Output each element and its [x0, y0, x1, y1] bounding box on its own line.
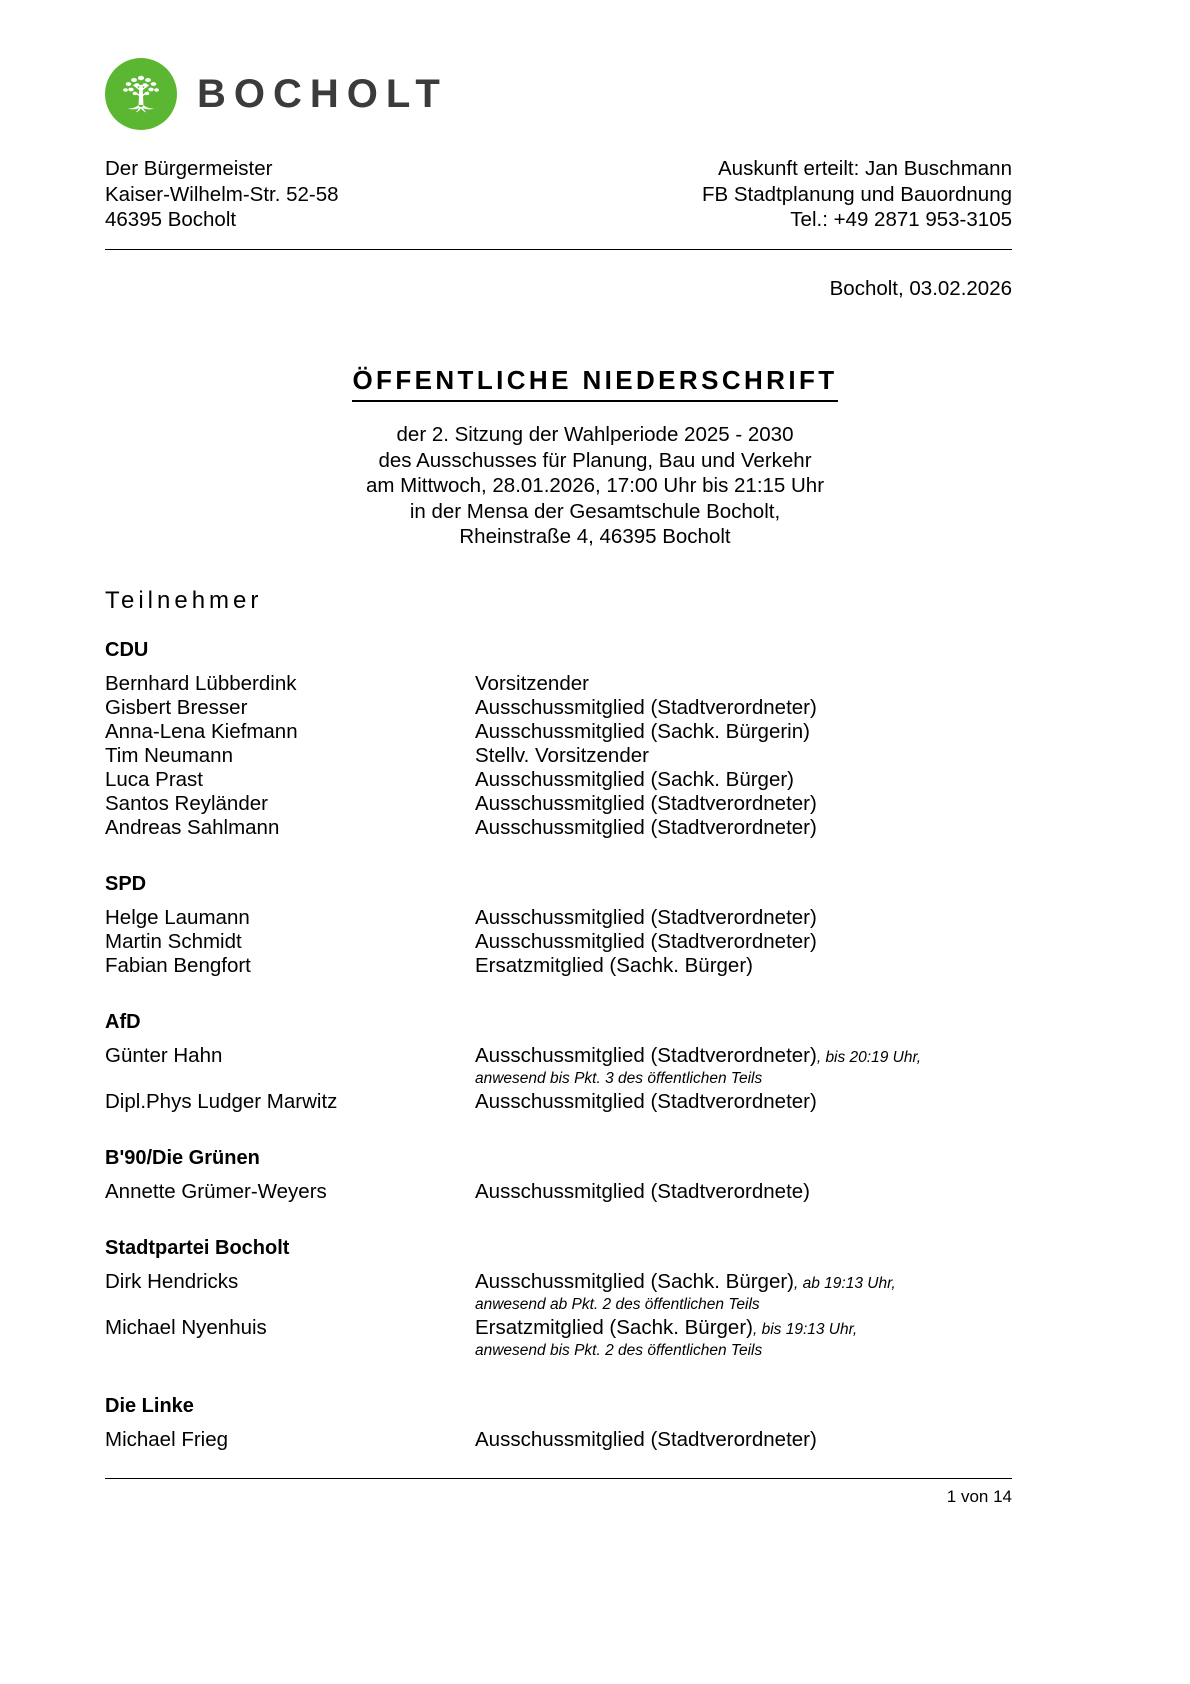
participant-name: Michael Frieg	[105, 1428, 229, 1451]
participant-role	[475, 744, 1012, 768]
participant-attendance-note: , ab 19:13 Uhr,	[794, 1275, 896, 1292]
participant-role	[475, 696, 1012, 720]
participant-attendance-note: , bis 19:13 Uhr,	[752, 1321, 858, 1338]
footer-divider	[105, 1478, 1012, 1479]
participant-name: Bernhard Lübberdink	[105, 672, 297, 695]
participant-row	[105, 1090, 1012, 1114]
meeting-line-1: der 2. Sitzung der Wahlperiode 2025 - 2030	[396, 423, 794, 446]
party-name: Stadtpartei Bocholt	[105, 1237, 290, 1259]
sender-address	[105, 156, 339, 233]
party-group	[105, 1010, 1012, 1114]
participant-role	[475, 930, 1012, 954]
tree-icon	[105, 58, 177, 130]
participant-role	[475, 1090, 1012, 1114]
meeting-line-5: Rheinstraße 4, 46395 Bocholt	[459, 525, 731, 548]
participant-row	[105, 744, 1012, 768]
party-name: Die Linke	[105, 1395, 194, 1417]
participant-role-text: Ersatzmitglied (Sachk. Bürger)	[475, 1316, 753, 1339]
participant-name: Anna-Lena Kiefmann	[105, 720, 298, 743]
participant-row	[105, 720, 1012, 744]
participant-name: Annette Grümer-Weyers	[105, 1180, 327, 1203]
party-group	[105, 1146, 1012, 1204]
participant-role	[475, 1316, 1012, 1362]
participant-name: Dirk Hendricks	[105, 1270, 239, 1293]
participant-name: Dipl.Phys Ludger Marwitz	[105, 1090, 338, 1113]
participant-role	[475, 906, 1012, 930]
participant-role-text: Vorsitzender	[475, 672, 589, 695]
party-name: CDU	[105, 639, 149, 661]
sender-line-3: 46395 Bocholt	[105, 208, 237, 231]
logo-wordmark: BOCHOLT	[197, 72, 448, 116]
participant-role	[475, 1270, 1012, 1316]
participant-role	[475, 768, 1012, 792]
place-date: Bocholt, 03.02.2026	[829, 277, 1012, 300]
participant-role-text: Ausschussmitglied (Stadtverordneter)	[475, 906, 817, 929]
participant-name: Fabian Bengfort	[105, 954, 251, 977]
participant-role	[475, 816, 1012, 840]
participant-role	[475, 792, 1012, 816]
participant-attendance-note: , bis 20:19 Uhr,	[816, 1049, 922, 1066]
participant-role-text: Ausschussmitglied (Sachk. Bürger)	[475, 1270, 795, 1293]
participant-role-text: Ausschussmitglied (Stadtverordneter)	[475, 930, 817, 953]
header-divider	[105, 249, 1012, 250]
participant-role	[475, 1044, 1012, 1090]
participant-role-text: Ausschussmitglied (Stadtverordneter)	[475, 1428, 817, 1451]
participant-role	[475, 954, 1012, 978]
participants-heading: Teilnehmer	[105, 587, 263, 614]
participant-row	[105, 816, 1012, 840]
participant-role-text: Ausschussmitglied (Stadtverordneter)	[475, 1090, 817, 1113]
participant-role	[475, 1180, 1012, 1204]
contact-line-2: FB Stadtplanung und Bauordnung	[701, 182, 1012, 206]
participant-name: Helge Laumann	[105, 906, 250, 929]
participant-row	[105, 1044, 1012, 1090]
bocholt-logo	[105, 58, 448, 130]
participants-list	[105, 638, 1012, 1452]
participant-name: Santos Reyländer	[105, 792, 268, 815]
page-number: 1 von 14	[946, 1487, 1012, 1506]
participant-role-text: Ersatzmitglied (Sachk. Bürger)	[475, 954, 753, 977]
party-group	[105, 1236, 1012, 1362]
participant-attendance-note-line2: anwesend bis Pkt. 2 des öffentlichen Teils	[475, 1342, 763, 1359]
participant-row	[105, 1316, 1012, 1362]
participant-role-text: Ausschussmitglied (Stadtverordneter)	[475, 696, 817, 719]
participant-row	[105, 1180, 1012, 1204]
participant-attendance-note-line2: anwesend ab Pkt. 2 des öffentlichen Teils	[475, 1296, 760, 1313]
participant-row	[105, 792, 1012, 816]
contact-line-1: Auskunft erteilt: Jan Buschmann	[718, 157, 1012, 180]
participant-role-text: Stellv. Vorsitzender	[475, 744, 649, 767]
participant-role-text: Ausschussmitglied (Sachk. Bürgerin)	[475, 720, 810, 743]
participant-name: Michael Nyenhuis	[105, 1316, 267, 1339]
participant-name: Tim Neumann	[105, 744, 233, 767]
party-name: AfD	[105, 1011, 141, 1033]
participant-role-text: Ausschussmitglied (Stadtverordnete)	[475, 1180, 810, 1203]
participant-row	[105, 1428, 1012, 1452]
participant-row	[105, 906, 1012, 930]
sender-line-2: Kaiser-Wilhelm-Str. 52-58	[105, 182, 339, 206]
participant-role-text: Ausschussmitglied (Stadtverordneter)	[475, 1044, 817, 1067]
party-group	[105, 638, 1012, 840]
contact-line-3: Tel.: +49 2871 953-3105	[790, 208, 1012, 231]
participant-attendance-note-line2: anwesend bis Pkt. 3 des öffentlichen Teils	[475, 1070, 763, 1087]
participant-name: Günter Hahn	[105, 1044, 223, 1067]
meeting-line-3: am Mittwoch, 28.01.2026, 17:00 Uhr bis 21:15 Uhr	[365, 474, 825, 497]
participant-role	[475, 1428, 1012, 1452]
participant-row	[105, 930, 1012, 954]
participant-role	[475, 720, 1012, 744]
party-group	[105, 1394, 1012, 1452]
party-name: SPD	[105, 873, 147, 895]
participant-name: Gisbert Bresser	[105, 696, 248, 719]
participant-role-text: Ausschussmitglied (Sachk. Bürger)	[475, 768, 795, 791]
page-title	[0, 365, 1190, 402]
participant-row	[105, 768, 1012, 792]
contact-info	[452, 156, 1012, 233]
participant-role-text: Ausschussmitglied (Stadtverordneter)	[475, 816, 817, 839]
participant-row	[105, 672, 1012, 696]
page-title-text: ÖFFENTLICHE NIEDERSCHRIFT	[352, 365, 837, 402]
party-group	[105, 872, 1012, 978]
sender-line-1: Der Bürgermeister	[105, 157, 273, 180]
participant-name: Andreas Sahlmann	[105, 816, 280, 839]
participant-row	[105, 954, 1012, 978]
meeting-line-4: in der Mensa der Gesamtschule Bocholt,	[409, 499, 781, 523]
participant-role	[475, 672, 1012, 696]
meeting-details	[0, 422, 1190, 550]
participant-name: Martin Schmidt	[105, 930, 242, 953]
participant-role-text: Ausschussmitglied (Stadtverordneter)	[475, 792, 817, 815]
participant-name: Luca Prast	[105, 768, 203, 791]
party-name: B'90/Die Grünen	[105, 1147, 260, 1169]
participant-row	[105, 1270, 1012, 1316]
participant-row	[105, 696, 1012, 720]
meeting-line-2: des Ausschusses für Planung, Bau und Verkehr	[378, 448, 812, 472]
